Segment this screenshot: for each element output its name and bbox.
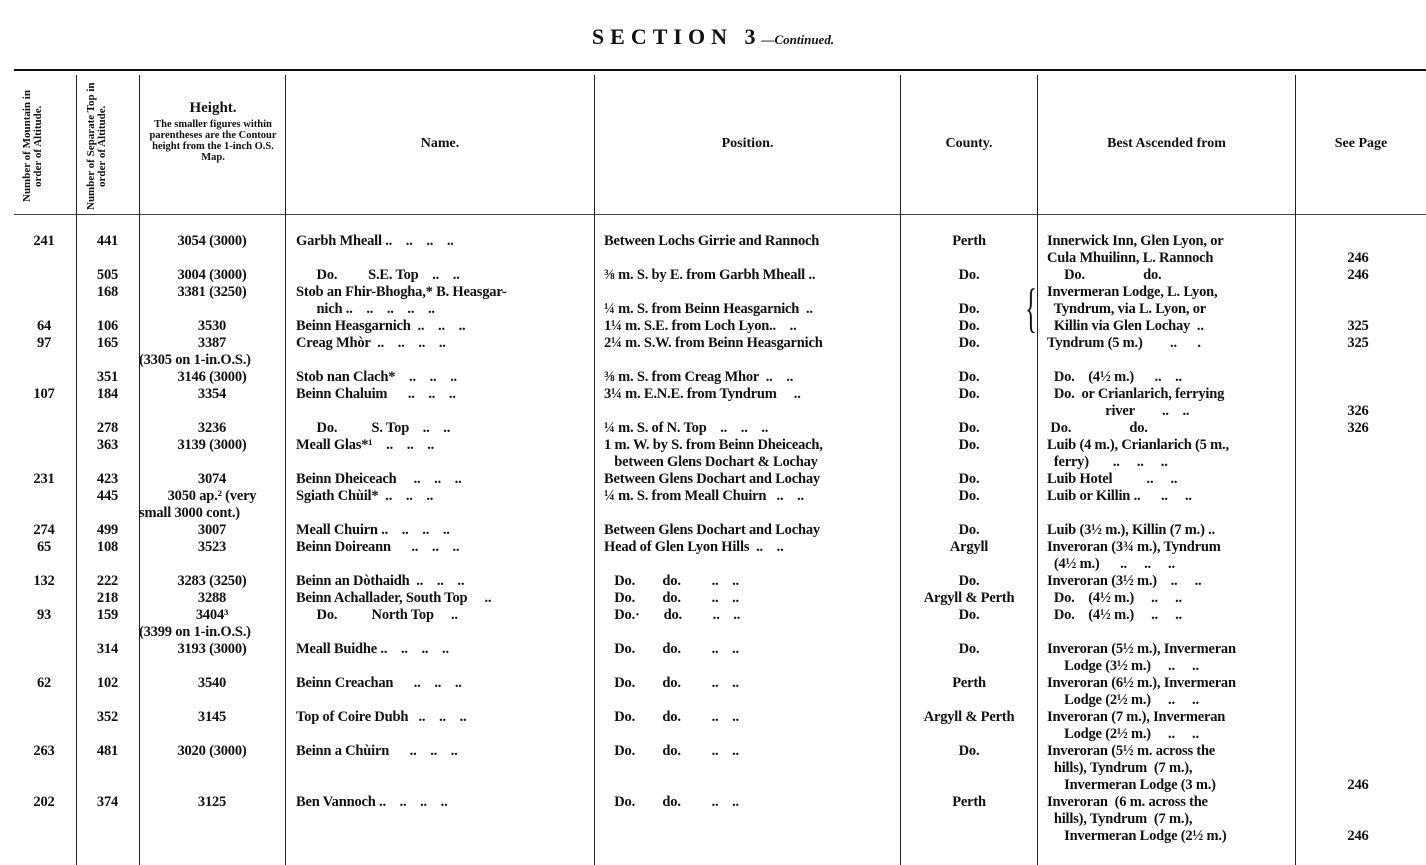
height-cell: (3305 on 1-in.O.S.) [139, 352, 251, 368]
height-cell: (3399 on 1-in.O.S.) [139, 624, 251, 640]
county-cell: Do. [958, 386, 980, 402]
ascended-from-cell: Inveroran (5½ m.), Invermeran [1047, 641, 1236, 657]
height-cell: 3387 [197, 335, 227, 351]
top-number-cell: 159 [96, 607, 119, 623]
name-cell: Beinn Heasgarnich .. .. .. [296, 318, 466, 334]
height-cell: 3523 [197, 539, 227, 555]
name-cell: Meall Glas*¹ .. .. .. [296, 437, 435, 453]
county-cell: Do. [958, 437, 980, 453]
height-cell: 3145 [197, 709, 227, 725]
ascended-from-cell: Inveroran (7 m.), Invermeran [1047, 709, 1226, 725]
see-page-cell: 325 [1347, 335, 1369, 351]
header-mountain-number: Number of Mountain in order of Altitude. [21, 90, 44, 202]
see-page-cell: 246 [1347, 250, 1369, 266]
position-cell: Between Lochs Girrie and Rannoch [604, 233, 820, 249]
name-cell: Creag Mhòr .. .. .. .. [296, 335, 446, 351]
name-cell: Do. S. Top .. .. [296, 420, 451, 436]
name-cell: Beinn a Chùirn .. .. .. [296, 743, 458, 759]
mountain-number-cell: 241 [33, 233, 55, 249]
ascended-from-cell: Inveroran (6½ m.), Invermeran [1047, 675, 1236, 691]
name-cell: Top of Coire Dubh .. .. .. [296, 709, 467, 725]
position-cell: ¼ m. S. from Meall Chuirn .. .. [604, 488, 804, 504]
position-cell: Do. do. .. .. [604, 794, 739, 810]
position-cell: Do. do. .. .. [604, 743, 739, 759]
mountain-number-cell: 62 [36, 675, 52, 691]
top-number-cell: 374 [96, 794, 119, 810]
ascended-from-cell: hills), Tyndrum (7 m.), [1047, 760, 1193, 776]
ascended-from-cell: Inveroran (3¾ m.), Tyndrum [1047, 539, 1221, 555]
see-page-cell: 246 [1347, 828, 1369, 844]
ascended-from-cell: Invermeran Lodge (2½ m.) [1047, 828, 1227, 844]
county-cell: Perth [952, 675, 986, 691]
height-cell: 3007 [197, 522, 227, 538]
position-cell: Do. do. .. .. [604, 675, 739, 691]
name-cell: Ben Vannoch .. .. .. .. [296, 794, 448, 810]
ascended-from-cell: river .. .. [1047, 403, 1190, 419]
brace: { [1025, 278, 1037, 338]
position-cell: Do. do. .. .. [604, 573, 739, 589]
header-county: County. [945, 136, 993, 151]
ascended-from-cell: (4½ m.) .. .. .. [1047, 556, 1175, 572]
name-cell: Beinn Achallader, South Top .. [296, 590, 492, 606]
header-name: Name. [420, 136, 460, 151]
height-cell: 3404³ [195, 607, 229, 623]
county-cell: Do. [958, 471, 980, 487]
county-cell: Do. [958, 607, 980, 623]
top-number-cell: 499 [96, 522, 119, 538]
top-number-cell: 314 [96, 641, 119, 657]
name-cell: Meall Chuirn .. .. .. .. [296, 522, 450, 538]
see-page-cell: 326 [1347, 420, 1369, 436]
height-cell: 3283 (3250) [177, 573, 247, 589]
height-cell: 3530 [197, 318, 227, 334]
top-number-cell: 184 [96, 386, 119, 402]
top-number-cell: 445 [96, 488, 119, 504]
name-cell: nich .. .. .. .. .. [296, 301, 435, 317]
top-number-cell: 352 [96, 709, 119, 725]
position-cell: 3¼ m. E.N.E. from Tyndrum .. [604, 386, 801, 402]
ascended-from-cell: ferry) .. .. .. [1047, 454, 1168, 470]
position-cell: 2¼ m. S.W. from Beinn Heasgarnich [604, 335, 823, 351]
county-cell: Do. [958, 369, 980, 385]
top-number-cell: 168 [96, 284, 119, 300]
section-heading: SECTION 3 [591, 24, 762, 49]
height-cell: small 3000 cont.) [139, 505, 240, 521]
height-cell: 3146 (3000) [177, 369, 247, 385]
mountain-number-cell: 93 [36, 607, 52, 623]
position-cell: 1¼ m. S.E. from Loch Lyon.. .. [604, 318, 797, 334]
ascended-from-cell: Luib (3½ m.), Killin (7 m.) .. [1047, 522, 1216, 538]
mountain-number-cell: 107 [33, 386, 55, 402]
ascended-from-cell: Do. (4½ m.) .. .. [1047, 590, 1182, 606]
ascended-from-cell: Lodge (2½ m.) .. .. [1047, 726, 1199, 742]
county-cell: Do. [958, 488, 980, 504]
position-cell: Between Glens Dochart and Lochay [604, 522, 820, 538]
position-cell: ¼ m. S. of N. Top .. .. .. [604, 420, 769, 436]
position-cell: Do. do. .. .. [604, 590, 739, 606]
position-cell: Do.· do. .. .. [604, 607, 741, 623]
name-cell: Stob nan Clach* .. .. .. [296, 369, 457, 385]
ascended-from-cell: Lodge (3½ m.) .. .. [1047, 658, 1199, 674]
ascended-from-cell: Luib or Killin .. .. .. [1047, 488, 1192, 504]
county-cell: Argyll & Perth [923, 709, 1015, 725]
name-cell: Beinn Chaluim .. .. .. [296, 386, 456, 402]
top-number-cell: 165 [96, 335, 119, 351]
position-cell: between Glens Dochart & Lochay [604, 454, 818, 470]
header-best-ascended: Best Ascended from [1107, 136, 1226, 151]
height-cell: 3125 [197, 794, 227, 810]
ascended-from-cell: Luib (4 m.), Crianlarich (5 m., [1047, 437, 1229, 453]
ascended-from-cell: Cula Mhuilinn, L. Rannoch [1047, 250, 1214, 266]
height-cell: 3540 [197, 675, 227, 691]
ascended-from-cell: Inveroran (3½ m.) .. .. [1047, 573, 1202, 589]
county-cell: Do. [958, 522, 980, 538]
mountain-number-cell: 263 [33, 743, 55, 759]
ascended-from-cell: Innerwick Inn, Glen Lyon, or [1047, 233, 1224, 249]
ascended-from-cell: Do. or Crianlarich, ferrying [1047, 386, 1225, 402]
see-page-cell: 326 [1347, 403, 1369, 419]
header-position: Position. [721, 136, 774, 151]
top-number-cell: 108 [96, 539, 119, 555]
county-cell: Do. [958, 641, 980, 657]
header-height-title: Height. [189, 100, 237, 116]
name-cell: Sgiath Chùil* .. .. .. [296, 488, 434, 504]
county-cell: Do. [958, 267, 980, 283]
county-cell: Do. [958, 301, 980, 317]
ascended-from-cell: Lodge (2½ m.) .. .. [1047, 692, 1199, 708]
name-cell: Beinn an Dòthaidh .. .. .. [296, 573, 465, 589]
mountain-number-cell: 231 [33, 471, 55, 487]
name-cell: Do. S.E. Top .. .. [296, 267, 460, 283]
top-number-cell: 222 [96, 573, 119, 589]
top-number-cell: 218 [96, 590, 119, 606]
position-cell: Do. do. .. .. [604, 641, 739, 657]
name-cell: Beinn Creachan .. .. .. [296, 675, 462, 691]
top-number-cell: 505 [96, 267, 119, 283]
height-cell: 3236 [197, 420, 227, 436]
see-page-cell: 325 [1347, 318, 1369, 334]
name-cell: Garbh Mheall .. .. .. .. [296, 233, 454, 249]
mountain-number-cell: 202 [33, 794, 55, 810]
county-cell: Do. [958, 335, 980, 351]
top-number-cell: 481 [96, 743, 119, 759]
name-cell: Beinn Doireann .. .. .. [296, 539, 460, 555]
position-cell: Between Glens Dochart and Lochay [604, 471, 820, 487]
name-cell: Stob an Fhir-Bhogha,* B. Heasgar- [296, 284, 507, 300]
ascended-from-cell: Do. do. [1047, 420, 1148, 436]
ascended-from-cell: Invermeran Lodge, L. Lyon, [1047, 284, 1218, 300]
county-cell: Do. [958, 318, 980, 334]
position-cell: 1 m. W. by S. from Beinn Dheiceach, [604, 437, 823, 453]
header-top-number: Number of Separate Top in order of Altitude. [85, 82, 108, 210]
height-cell: 3004 (3000) [177, 267, 247, 283]
top-number-cell: 423 [96, 471, 119, 487]
top-number-cell: 363 [96, 437, 119, 453]
county-cell: Argyll [949, 539, 989, 555]
ascended-from-cell: Do. do. [1047, 267, 1162, 283]
ascended-from-cell: Inveroran (5½ m. across the [1047, 743, 1216, 759]
mountain-number-cell: 65 [36, 539, 52, 555]
top-number-cell: 106 [96, 318, 119, 334]
county-cell: Perth [952, 794, 986, 810]
ascended-from-cell: Invermeran Lodge (3 m.) [1047, 777, 1216, 793]
position-cell: ⅜ m. S. by E. from Garbh Mheall .. [604, 267, 816, 283]
height-cell: 3050 ap.² (very [167, 488, 257, 504]
height-cell: 3139 (3000) [177, 437, 247, 453]
top-number-cell: 102 [96, 675, 119, 691]
county-cell: Do. [958, 420, 980, 436]
height-cell: 3074 [197, 471, 227, 487]
ascended-from-cell: Killin via Glen Lochay .. [1047, 318, 1204, 334]
ascended-from-cell: Inveroran (6 m. across the [1047, 794, 1208, 810]
height-cell: 3354 [197, 386, 227, 402]
ascended-from-cell: Do. (4½ m.) .. .. [1047, 607, 1182, 623]
top-number-cell: 351 [96, 369, 119, 385]
mountain-number-cell: 274 [33, 522, 55, 538]
name-cell: Beinn Dheiceach .. .. .. [296, 471, 462, 487]
height-cell: 3054 (3000) [177, 233, 247, 249]
header-height-note: The smaller figures within parentheses are the Contour height from the 1-inch O.S. Map. [149, 119, 277, 163]
county-cell: Do. [958, 573, 980, 589]
position-cell: Head of Glen Lyon Hills .. .. [604, 539, 784, 555]
mountain-number-cell: 64 [36, 318, 52, 334]
county-cell: Argyll & Perth [923, 590, 1015, 606]
header-see-page: See Page [1334, 136, 1388, 151]
top-number-cell: 441 [96, 233, 119, 249]
position-cell: Do. do. .. .. [604, 709, 739, 725]
height-cell: 3020 (3000) [177, 743, 247, 759]
mountain-number-cell: 132 [33, 573, 55, 589]
top-number-cell: 278 [96, 420, 119, 436]
mountain-number-cell: 97 [36, 335, 52, 351]
county-cell: Perth [952, 233, 986, 249]
height-cell: 3288 [197, 590, 227, 606]
height-cell: 3381 (3250) [177, 284, 247, 300]
county-cell: Do. [958, 743, 980, 759]
see-page-cell: 246 [1347, 267, 1369, 283]
position-cell: ⅜ m. S. from Creag Mhor .. .. [604, 369, 794, 385]
see-page-cell: 246 [1347, 777, 1369, 793]
height-cell: 3193 (3000) [177, 641, 247, 657]
section-continued: —Continued. [761, 32, 835, 47]
name-cell: Meall Buidhe .. .. .. .. [296, 641, 449, 657]
ascended-from-cell: hills), Tyndrum (7 m.), [1047, 811, 1193, 827]
ascended-from-cell: Tyndrum (5 m.) .. . [1047, 335, 1201, 351]
position-cell: ¼ m. S. from Beinn Heasgarnich .. [604, 301, 813, 317]
name-cell: Do. North Top .. [296, 607, 458, 623]
ascended-from-cell: Do. (4½ m.) .. .. [1047, 369, 1182, 385]
ascended-from-cell: Tyndrum, via L. Lyon, or [1047, 301, 1207, 317]
ascended-from-cell: Luib Hotel .. .. [1047, 471, 1178, 487]
